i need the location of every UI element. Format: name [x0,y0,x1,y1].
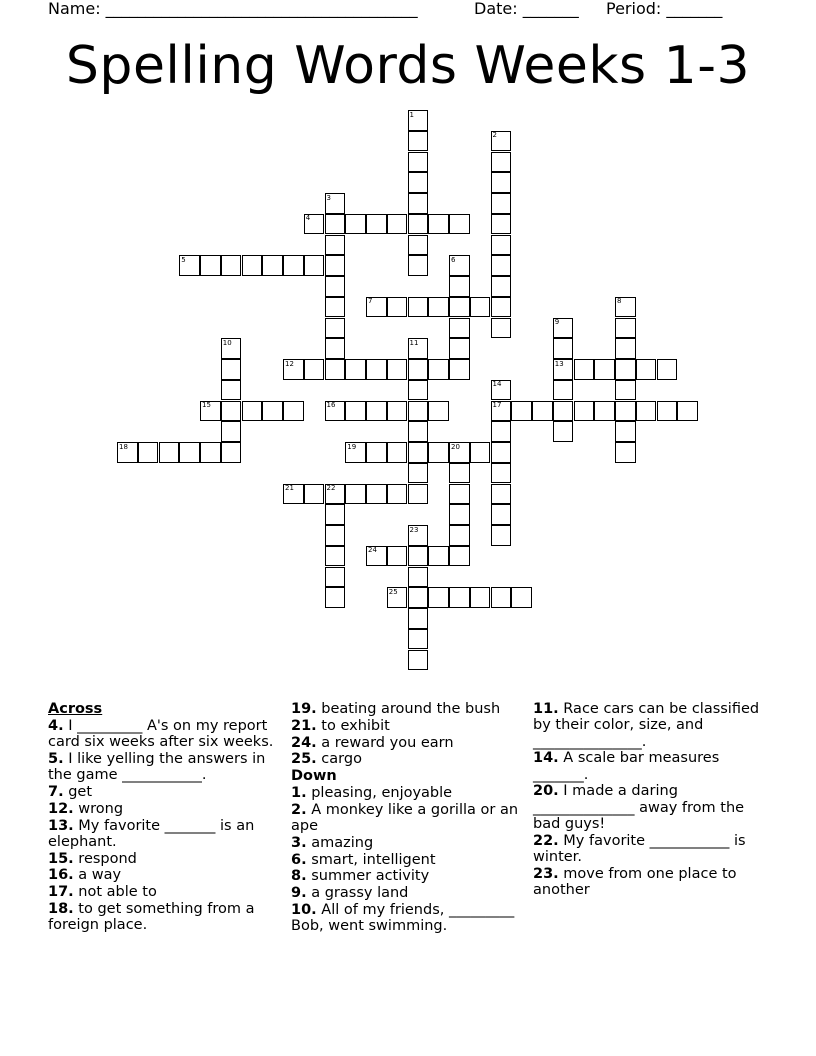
grid-cell[interactable] [408,193,429,214]
grid-cell[interactable] [449,318,470,339]
grid-cell[interactable] [179,442,200,463]
grid-cell[interactable] [408,152,429,173]
grid-cell[interactable] [345,401,366,422]
across-clue [48,818,284,851]
grid-cell[interactable] [325,587,346,608]
grid-cell[interactable] [657,401,678,422]
grid-cell[interactable] [594,401,615,422]
grid-cell[interactable] [491,193,512,214]
grid-cell[interactable] [491,463,512,484]
grid-cell[interactable] [491,255,512,276]
clue-text: A scale bar measures _______. [533,750,720,783]
grid-cell[interactable] [449,276,470,297]
grid-cell[interactable] [408,442,429,463]
clue-number: 19 [347,442,357,451]
date-line[interactable]: Date: _______ [474,0,579,18]
grid-cell[interactable] [615,318,636,339]
down-clue [291,852,523,868]
clue-number-label: 20. [533,783,559,800]
grid-cell[interactable] [345,484,366,505]
across-clue [291,718,523,734]
clue-text: All of my friends, _________ Bob, went swimming. [291,902,515,935]
grid-cell[interactable] [408,401,429,422]
clue-number: 14 [492,380,502,389]
grid-cell[interactable] [449,504,470,525]
grid-cell[interactable] [408,214,429,235]
down-clue [291,835,523,851]
grid-cell[interactable] [221,359,242,380]
grid-cell[interactable] [262,255,283,276]
down-clue [291,868,523,884]
clue-text: to exhibit [316,717,390,734]
clues-column-3 [533,701,769,899]
grid-cell[interactable] [615,401,636,422]
clue-number-label: 24. [291,734,317,751]
grid-cell[interactable] [553,421,574,442]
clue-text: cargo [316,751,362,768]
across-clue [48,718,284,751]
grid-cell[interactable] [325,235,346,256]
clue-text: I like yelling the answers in the game ___________. [48,750,266,784]
clue-number: 15 [202,401,211,409]
grid-cell[interactable] [553,380,574,401]
clue-number-label: 11. [533,701,559,717]
grid-cell[interactable] [242,401,263,422]
grid-cell[interactable] [449,484,470,505]
clue-number: 21 [285,484,294,492]
grid-cell[interactable] [366,401,387,422]
down-heading: Down [291,768,337,785]
grid-cell[interactable] [491,276,512,297]
grid-cell[interactable] [366,214,387,235]
clue-text: to get something from a foreign place. [48,901,255,934]
grid-cell[interactable] [408,172,429,193]
across-clue [291,735,523,751]
clue-number-label: 7. [48,783,64,800]
grid-cell[interactable] [325,546,346,567]
grid-cell[interactable] [387,359,408,380]
grid-cell[interactable] [491,318,512,339]
grid-cell[interactable] [283,401,304,422]
grid-cell[interactable] [325,338,346,359]
clue-number: 22 [326,484,336,492]
grid-cell[interactable] [491,152,512,173]
clue-number: 4 [305,214,311,223]
grid-cell[interactable] [345,214,366,235]
grid-cell[interactable] [491,587,512,608]
clue-number-label: 25. [291,751,317,768]
grid-cell[interactable] [304,255,325,276]
grid-cell[interactable] [615,338,636,359]
clue-number-label: 22. [533,832,559,849]
clue-number: 24 [368,546,377,555]
grid-cell[interactable] [636,359,657,380]
clue-number-label: 5. [48,750,64,767]
clue-number-label: 8. [291,868,307,885]
clue-text: get [63,783,93,800]
grid-cell[interactable] [325,525,346,546]
grid-cell[interactable] [615,359,636,380]
down-clue [533,750,769,783]
clue-text: A monkey like a gorilla or an ape [291,801,519,835]
clue-number-label: 1. [291,784,307,801]
clue-text: My favorite _______ is an elephant. [48,817,255,850]
grid-cell[interactable] [221,401,242,422]
clue-number-label: 16. [48,867,74,884]
across-clue [291,751,523,767]
grid-cell[interactable] [428,442,449,463]
down-clue-list-continued [533,701,769,899]
grid-cell[interactable] [366,359,387,380]
clue-number: 10 [222,338,232,347]
clue-number-label: 19. [291,701,317,717]
clue-text: I made a daring ______________ away from the bad guys! [533,783,745,833]
grid-cell[interactable] [615,442,636,463]
grid-cell[interactable] [449,297,470,318]
grid-cell[interactable] [325,255,346,276]
clue-number: 17 [492,401,502,409]
clue-text: not able to [73,884,157,901]
down-clue [291,785,523,801]
grid-cell[interactable] [325,318,346,339]
grid-cell[interactable] [366,442,387,463]
clues-column-2 [291,701,523,935]
clue-number: 23 [409,525,419,534]
grid-cell[interactable] [449,587,470,608]
across-clue-list-continued [291,701,523,768]
grid-cell[interactable] [221,380,242,401]
grid-cell[interactable] [553,401,574,422]
grid-cell[interactable] [262,401,283,422]
grid-cell[interactable] [449,546,470,567]
grid-cell[interactable] [304,359,325,380]
down-clue [533,866,769,899]
clue-number: 7 [368,297,373,306]
grid-cell[interactable] [636,401,657,422]
clue-number: 20 [451,442,460,451]
grid-cell[interactable] [615,380,636,401]
grid-cell[interactable] [408,380,429,401]
clue-text: beating around the bush [316,701,501,717]
grid-cell[interactable] [449,214,470,235]
grid-cell[interactable] [304,484,325,505]
grid-cell[interactable] [325,276,346,297]
across-clue [48,784,284,800]
across-clue [48,901,284,934]
grid-cell[interactable] [387,401,408,422]
grid-cell[interactable] [387,297,408,318]
clue-number: 16 [326,401,336,409]
page-title: Spelling Words Weeks 1-3 [65,36,751,96]
clue-number-label: 6. [291,851,307,868]
clue-number: 18 [119,442,128,451]
grid-cell[interactable] [408,255,429,276]
down-clue [533,783,769,832]
clue-text: a reward you earn [316,734,454,751]
grid-cell[interactable] [159,442,180,463]
clue-number-label: 23. [533,865,559,882]
grid-cell[interactable] [408,608,429,629]
grid-cell[interactable] [325,297,346,318]
grid-cell[interactable] [408,463,429,484]
grid-cell[interactable] [387,484,408,505]
clue-number-label: 10. [291,902,317,919]
grid-cell[interactable] [387,214,408,235]
grid-cell[interactable] [325,214,346,235]
grid-cell[interactable] [491,214,512,235]
clue-number: 1 [409,110,414,119]
grid-cell[interactable] [408,484,429,505]
grid-cell[interactable] [491,504,512,525]
grid-cell[interactable] [387,442,408,463]
grid-cell[interactable] [325,504,346,525]
grid-cell[interactable] [574,359,595,380]
grid-cell[interactable] [408,567,429,588]
clue-text: wrong [73,800,124,817]
grid-cell[interactable] [408,421,429,442]
grid-cell[interactable] [408,297,429,318]
clue-number: 8 [617,297,622,306]
across-clue [291,701,523,717]
name-line[interactable]: Name: _______________________________________ [48,0,418,18]
grid-cell[interactable] [325,567,346,588]
grid-cell[interactable] [408,131,429,152]
grid-cell[interactable] [491,235,512,256]
grid-cell[interactable] [615,421,636,442]
clue-text: My favorite ___________ is winter. [533,832,746,866]
clue-number: 11 [409,338,419,347]
grid-cell[interactable] [511,587,532,608]
across-clue [48,751,284,784]
clue-text: pleasing, enjoyable [306,784,453,801]
across-clue [48,867,284,883]
grid-cell[interactable] [449,525,470,546]
grid-cell[interactable] [491,172,512,193]
grid-cell[interactable] [594,359,615,380]
clue-text: a way [73,867,122,884]
down-clue [291,885,523,901]
across-heading: Across [48,701,103,717]
grid-cell[interactable] [408,546,429,567]
grid-cell[interactable] [491,442,512,463]
clue-number: 25 [388,587,398,596]
grid-cell[interactable] [428,546,449,567]
down-clue [533,701,769,750]
clue-text: summer activity [306,868,430,885]
grid-cell[interactable] [345,359,366,380]
grid-cell[interactable] [408,359,429,380]
grid-cell[interactable] [242,255,263,276]
clue-text: I _________ A's on my report card six weeks after six weeks. [48,717,274,751]
down-clue [291,802,523,835]
grid-cell[interactable] [532,401,553,422]
clue-number-label: 9. [291,885,307,902]
grid-cell[interactable] [387,546,408,567]
grid-cell[interactable] [491,421,512,442]
grid-cell[interactable] [408,235,429,256]
grid-cell[interactable] [325,359,346,380]
clue-number-label: 15. [48,850,74,867]
down-clue [291,902,523,935]
clue-number: 6 [451,255,456,264]
grid-cell[interactable] [408,587,429,608]
clue-number: 5 [181,255,186,264]
grid-cell[interactable] [428,587,449,608]
grid-cell[interactable] [657,359,678,380]
grid-cell[interactable] [449,463,470,484]
grid-cell[interactable] [283,255,304,276]
clue-number-label: 2. [291,801,307,818]
grid-cell[interactable] [366,484,387,505]
across-clue-list [48,718,284,934]
clue-number-label: 13. [48,817,74,834]
grid-cell[interactable] [408,650,429,671]
down-clue-list [291,785,523,935]
clue-number-label: 21. [291,717,317,734]
clue-text: smart, intelligent [306,851,436,868]
grid-cell[interactable] [677,401,698,422]
clue-number: 3 [326,193,331,202]
clues-column-1 [48,701,284,934]
clue-number-label: 14. [533,750,559,767]
clue-number-label: 17. [48,884,74,901]
clue-number-label: 18. [48,901,74,918]
down-clue [533,833,769,866]
clue-number: 2 [492,131,497,140]
across-clue [48,884,284,900]
grid-cell[interactable] [470,442,491,463]
clue-number-label: 3. [291,834,307,851]
clue-number: 13 [554,359,564,368]
grid-cell[interactable] [470,587,491,608]
across-clue [48,801,284,817]
grid-cell[interactable] [428,214,449,235]
clue-text: respond [73,850,137,867]
grid-cell[interactable] [221,442,242,463]
clue-text: amazing [306,834,374,851]
across-clue [48,851,284,867]
grid-cell[interactable] [511,401,532,422]
grid-cell[interactable] [200,442,221,463]
grid-cell[interactable] [574,401,595,422]
clue-text: a grassy land [306,885,409,902]
grid-cell[interactable] [491,525,512,546]
clue-number: 9 [554,318,560,326]
clue-number-label: 4. [48,717,64,734]
grid-cell[interactable] [470,297,491,318]
clue-number: 12 [285,359,294,368]
grid-cell[interactable] [491,297,512,318]
grid-cell[interactable] [221,421,242,442]
clue-text: move from one place to another [533,865,737,899]
grid-cell[interactable] [491,484,512,505]
clue-number-label: 12. [48,800,74,817]
period-line[interactable]: Period: _______ [606,0,723,18]
clue-text: Race cars can be classified by their color, size, and _______________. [533,701,760,750]
grid-cell[interactable] [449,338,470,359]
grid-cell[interactable] [553,338,574,359]
grid-cell[interactable] [428,297,449,318]
grid-cell[interactable] [408,629,429,650]
grid-cell[interactable] [449,359,470,380]
grid-cell[interactable] [200,255,221,276]
grid-cell[interactable] [221,255,242,276]
grid-cell[interactable] [428,401,449,422]
grid-cell[interactable] [428,359,449,380]
grid-cell[interactable] [138,442,159,463]
